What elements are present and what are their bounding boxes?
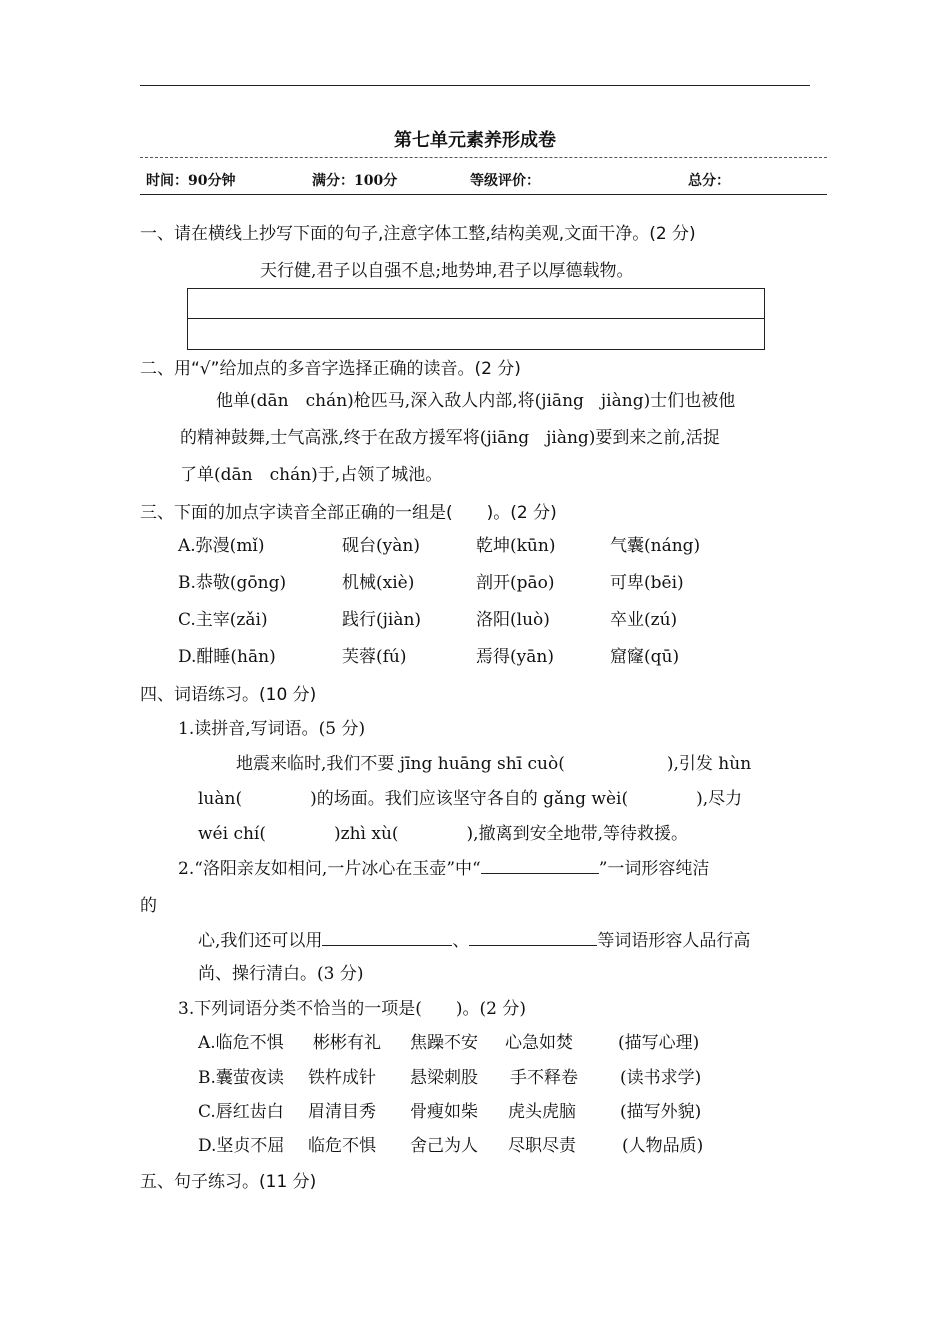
q3-option-d-word-2: 芙蓉(fú) [342, 647, 407, 667]
q3-option-b-word-2: 机械(xiè) [342, 573, 415, 593]
q4-sub2-blank-1[interactable] [481, 857, 599, 874]
q4-sub3-option-d-word-4: 尽职尽责 [508, 1136, 576, 1156]
q4-sub3-option-d-category: (人物品质) [622, 1136, 704, 1156]
q3-option-c-word-2: 践行(jiàn) [342, 610, 422, 630]
q4-sub3-option-d-word-2: 临危不惧 [308, 1136, 376, 1156]
q3-option-a-word-2: 砚台(yàn) [342, 536, 420, 556]
q2-heading: 二、用“√”给加点的多音字选择正确的读音。(2 分) [140, 359, 521, 379]
q4-sub3-option-a-word-4: 心急如焚 [505, 1033, 573, 1053]
q3-heading: 三、下面的加点字读音全部正确的一组是( )。(2 分) [140, 503, 557, 523]
q4-sub2-line-2 [198, 926, 750, 951]
q4-sub1-heading: 1.读拼音,写词语。(5 分) [178, 719, 366, 739]
grade-evaluation: 等级评价： [470, 173, 540, 189]
q3-option-b-word-3: 剖开(pāo) [476, 573, 555, 593]
q4-sub2-text-d: 心,我们还可以用 [198, 931, 323, 951]
q4-sub3-option-c-word-4: 虎头虎脑 [508, 1102, 576, 1122]
q4-sub3-option-b-category: (读书求学) [620, 1068, 702, 1088]
q3-option-c-word-4: 卒业(zú) [610, 610, 678, 630]
q4-sub2-text-f: 等词语形容人品行高 [597, 931, 751, 951]
q3-option-a-word-4: 气囊(náng) [610, 536, 701, 556]
q4-sub3-option-b-word-2: 铁杵成针 [308, 1068, 376, 1088]
q1-heading: 一、请在横线上抄写下面的句子,注意字体工整,结构美观,文面干净。(2 分) [140, 224, 696, 244]
q4-sub3-option-b: B.囊萤夜读 [198, 1068, 284, 1088]
q2-line-2: 的精神鼓舞,士气高涨,终于在敌方援军将(jiāng jiàng)要到来之前,活捉 [180, 428, 720, 448]
q4-sub3-option-b-word-4: 手不释卷 [510, 1068, 578, 1088]
q4-sub3-option-b-word-3: 悬梁刺股 [410, 1068, 478, 1088]
total-score: 总分： [688, 173, 730, 189]
q2-line-1: 他单(dān chán)枪匹马,深入敌人内部,将(jiāng jiàng)士们也被他 [216, 391, 736, 411]
q3-option-c-word-3: 洛阳(luò) [476, 610, 550, 630]
q1-writing-box[interactable] [187, 288, 765, 350]
q3-option-d-word-3: 焉得(yān) [476, 647, 554, 667]
q2-line-3: 了单(dān chán)于,占领了城池。 [180, 465, 443, 485]
q4-sub2-blank-2[interactable] [322, 929, 452, 946]
q4-sub2-line-3: 尚、操行清白。(3 分) [198, 964, 364, 984]
q1-sentence: 天行健,君子以自强不息;地势坤,君子以厚德载物。 [260, 261, 634, 281]
page-title: 第七单元素养形成卷 [394, 130, 556, 151]
q4-sub2-text-e: 、 [452, 931, 470, 951]
q4-sub2-blank-3[interactable] [469, 929, 597, 946]
q4-sub2-line-1 [178, 854, 709, 879]
q5-heading: 五、句子练习。(11 分) [140, 1172, 317, 1192]
q4-sub3-option-c-word-3: 骨瘦如柴 [410, 1102, 478, 1122]
q3-option-a: A.弥漫(mǐ) [178, 536, 265, 556]
q4-sub3-option-d: D.坚贞不屈 [198, 1136, 285, 1156]
q4-heading: 四、词语练习。(10 分) [140, 685, 317, 705]
q4-sub1-line-1: 地震来临时,我们不要 jīng huāng shī cuò( ),引发 hùn [236, 754, 752, 774]
q3-option-a-word-3: 乾坤(kūn) [476, 536, 556, 556]
q4-sub3-option-c-word-2: 眉清目秀 [308, 1102, 376, 1122]
header-bottom-rule [140, 194, 827, 195]
q4-sub3-option-c-category: (描写外貌) [620, 1102, 702, 1122]
q3-option-d: D.酣睡(hān) [178, 647, 276, 667]
q3-option-c: C.主宰(zǎi) [178, 610, 268, 630]
exam-time: 时间：90分钟 [146, 173, 236, 189]
q4-sub3-option-d-word-3: 舍己为人 [410, 1136, 478, 1156]
header-top-rule [140, 85, 810, 86]
q4-sub3-option-a-word-2: 彬彬有礼 [313, 1033, 381, 1053]
q3-option-b: B.恭敬(gōng) [178, 573, 287, 593]
q4-sub1-line-2: luàn( )的场面。我们应该坚守各自的 gǎng wèi( ),尽力 [198, 789, 743, 809]
q4-sub2-text-b: ”一词形容纯洁 [598, 859, 710, 879]
q4-sub3-option-a-category: (描写心理) [618, 1033, 700, 1053]
q3-option-b-word-4: 可卑(bēi) [610, 573, 684, 593]
q4-sub3-option-a-word-3: 焦躁不安 [410, 1033, 478, 1053]
q3-option-d-word-4: 窟窿(qū) [610, 647, 680, 667]
full-score: 满分：100分 [312, 173, 398, 189]
q1-writing-box-divider [188, 318, 764, 319]
header-dashed-rule [140, 157, 827, 158]
q4-sub3-option-a: A.临危不惧 [198, 1033, 284, 1053]
q4-sub3-option-c: C.唇红齿白 [198, 1102, 284, 1122]
q4-sub1-line-3: wéi chí( )zhì xù( ),撤离到安全地带,等待救援。 [198, 824, 688, 844]
q4-sub2-text-a: 2.“洛阳亲友如相问,一片冰心在玉壶”中“ [178, 859, 481, 879]
q4-sub3-heading: 3.下列词语分类不恰当的一项是( )。(2 分) [178, 999, 526, 1019]
q4-sub2-wrap: 的 [140, 896, 157, 916]
